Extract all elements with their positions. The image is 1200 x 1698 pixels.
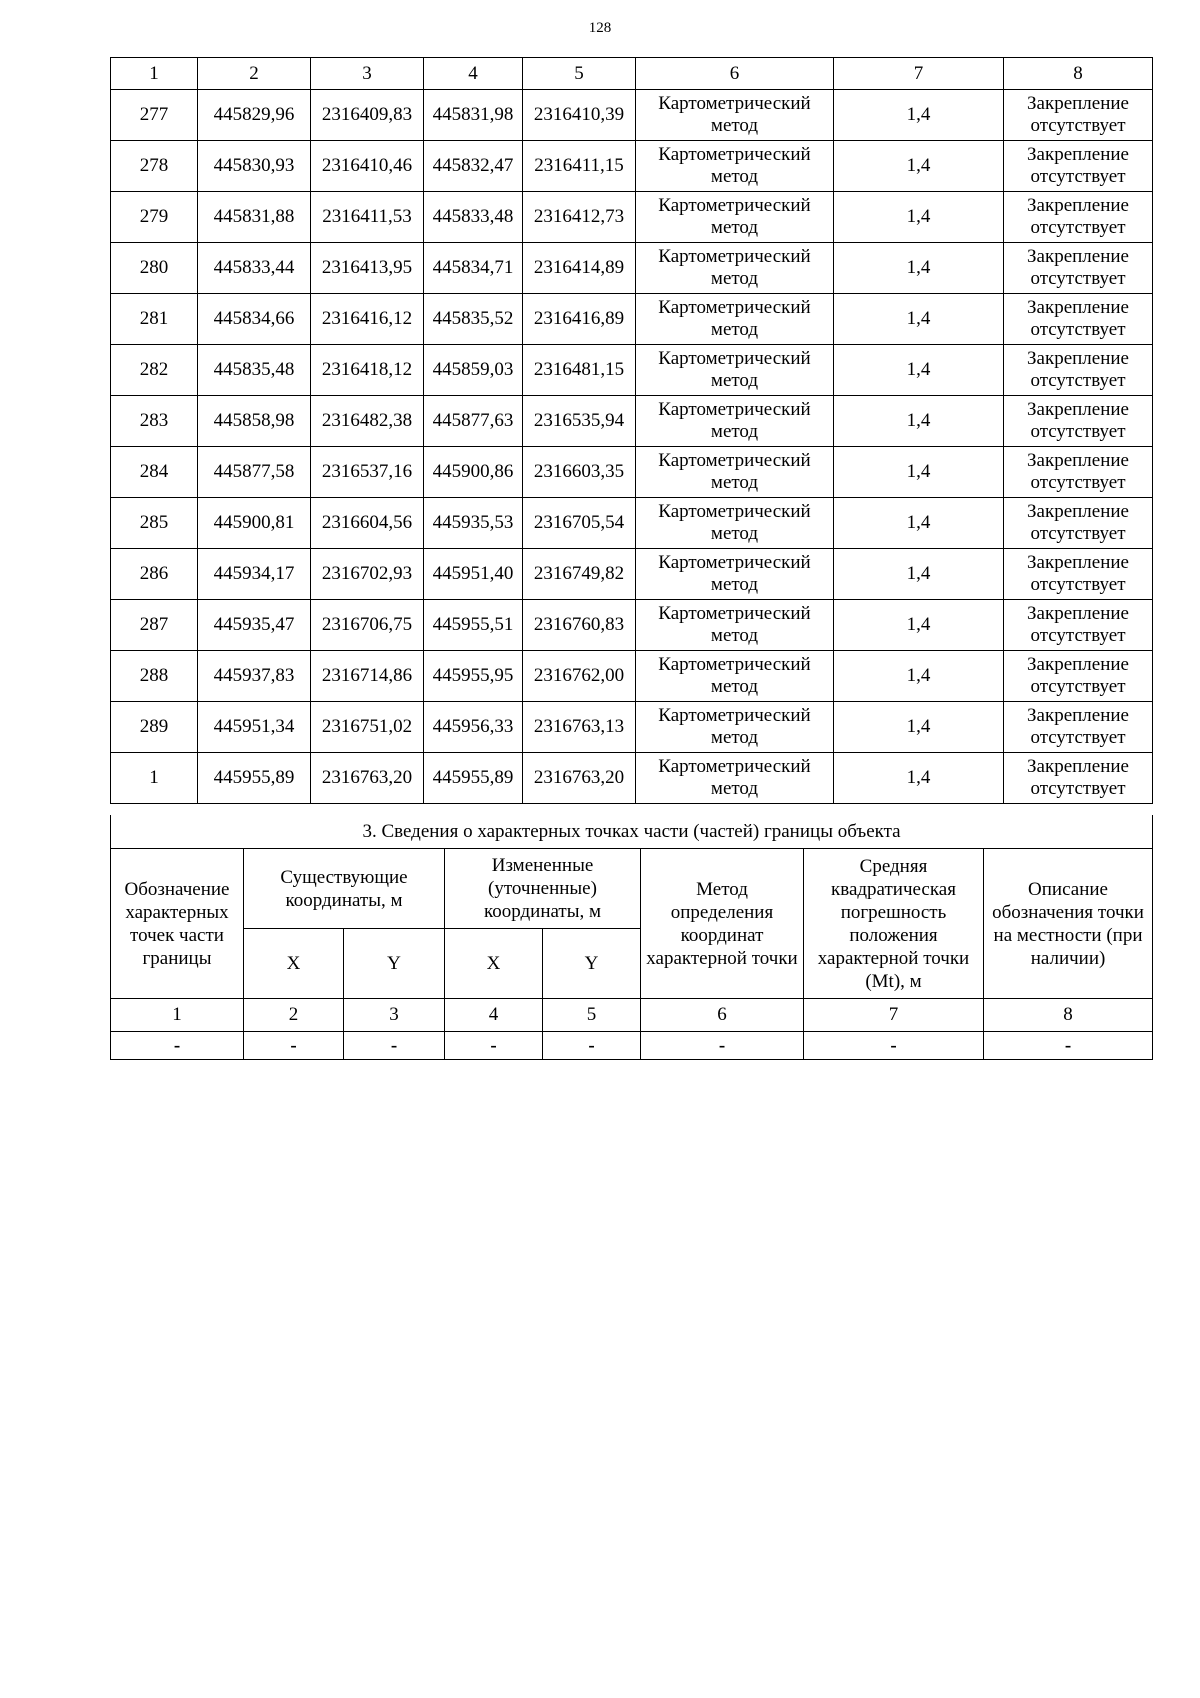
table-cell: 1 [111,753,198,804]
table-cell: Картометрический метод [636,396,834,447]
table-cell: 1,4 [834,447,1004,498]
table-cell: 1,4 [834,192,1004,243]
table-cell: 445833,44 [198,243,311,294]
table-cell: Картометрический метод [636,600,834,651]
table-cell: Закрепление отсутствует [1004,702,1153,753]
column-number-cell: 2 [244,999,344,1032]
table-cell: 2316481,15 [523,345,636,396]
table-cell: 2316763,13 [523,702,636,753]
table-row [111,498,1153,549]
header-changed-coordinates: Измененные (уточненные) координаты, м [445,849,641,929]
table-cell: Закрепление отсутствует [1004,90,1153,141]
table-cell: 1,4 [834,702,1004,753]
table-cell: Закрепление отсутствует [1004,396,1153,447]
page-number: 128 [588,20,612,36]
table-cell: 445834,66 [198,294,311,345]
table-cell: 278 [111,141,198,192]
table-row [111,651,1153,702]
header-changed-x: X [445,929,543,999]
table-cell: 2316751,02 [311,702,424,753]
table-cell: Картометрический метод [636,345,834,396]
table-cell: Закрепление отсутствует [1004,651,1153,702]
empty-cell: - [641,1032,804,1060]
table-cell: 1,4 [834,651,1004,702]
table-cell: Картометрический метод [636,192,834,243]
table-cell: 2316418,12 [311,345,424,396]
table-cell: 1,4 [834,396,1004,447]
table-cell: Картометрический метод [636,498,834,549]
empty-cell: - [244,1032,344,1060]
table-cell: 281 [111,294,198,345]
column-number-cell: 3 [344,999,445,1032]
table-cell: 2316410,46 [311,141,424,192]
table-cell: 2316410,39 [523,90,636,141]
table-cell: Картометрический метод [636,294,834,345]
column-number-cell: 4 [424,58,523,90]
table-cell: 2316762,00 [523,651,636,702]
table-cell: 282 [111,345,198,396]
table-cell: Картометрический метод [636,753,834,804]
table-cell: 2316604,56 [311,498,424,549]
header-method: Метод определения координат характерной точки [641,849,804,999]
table-cell: 279 [111,192,198,243]
table-cell: 445955,89 [424,753,523,804]
table-cell: 2316705,54 [523,498,636,549]
table-cell: 1,4 [834,549,1004,600]
table-row [111,243,1153,294]
column-number-cell: 2 [198,58,311,90]
table-cell: 2316413,95 [311,243,424,294]
table-cell: 445956,33 [424,702,523,753]
table-cell: Картометрический метод [636,549,834,600]
table-cell: 445877,63 [424,396,523,447]
table-cell: Закрепление отсутствует [1004,498,1153,549]
header-existing-x: X [244,929,344,999]
table-cell: Закрепление отсутствует [1004,600,1153,651]
table-cell: 445951,40 [424,549,523,600]
table-cell: 2316412,73 [523,192,636,243]
table-cell: 286 [111,549,198,600]
table-cell: 445955,95 [424,651,523,702]
table-cell: 1,4 [834,243,1004,294]
table-cell: 445859,03 [424,345,523,396]
table-cell: 445934,17 [198,549,311,600]
header-mean-error: Средняя квадратическая погрешность положения характерной точки (Mt), м [804,849,984,999]
table-cell: 277 [111,90,198,141]
table-cell: 1,4 [834,141,1004,192]
table-cell: 445835,48 [198,345,311,396]
table-cell: 2316760,83 [523,600,636,651]
column-number-cell: 5 [543,999,641,1032]
table-cell: 445935,47 [198,600,311,651]
table-cell: 284 [111,447,198,498]
empty-cell: - [984,1032,1153,1060]
column-number-cell: 1 [111,999,244,1032]
table-cell: Картометрический метод [636,651,834,702]
table-cell: Закрепление отсутствует [1004,192,1153,243]
table-row [111,600,1153,651]
column-number-cell: 3 [311,58,424,90]
empty-cell: - [344,1032,445,1060]
table-cell: Картометрический метод [636,141,834,192]
table-cell: Закрепление отсутствует [1004,549,1153,600]
header-changed-y: Y [543,929,641,999]
table-cell: 445955,51 [424,600,523,651]
table-cell: 2316414,89 [523,243,636,294]
table-cell: 1,4 [834,600,1004,651]
table-cell: 2316714,86 [311,651,424,702]
header-existing-y: Y [344,929,445,999]
table-cell: 283 [111,396,198,447]
column-number-cell: 8 [1004,58,1153,90]
table-row [111,141,1153,192]
table-cell: 1,4 [834,294,1004,345]
header-existing-coordinates: Существующие координаты, м [244,849,445,929]
table-cell: 2316535,94 [523,396,636,447]
table-cell: 2316409,83 [311,90,424,141]
table-cell: 1,4 [834,345,1004,396]
empty-cell: - [445,1032,543,1060]
table-cell: 445833,48 [424,192,523,243]
table-cell: 445900,81 [198,498,311,549]
table-cell: 445877,58 [198,447,311,498]
column-number-cell: 6 [641,999,804,1032]
table-cell: 2316411,15 [523,141,636,192]
empty-cell: - [543,1032,641,1060]
table-cell: 289 [111,702,198,753]
section3-title: 3. Сведения о характерных точках части (частей) границы объекта [111,815,1153,849]
table-cell: 445900,86 [424,447,523,498]
table-cell: 445834,71 [424,243,523,294]
table-cell: 1,4 [834,753,1004,804]
table-cell: Закрепление отсутствует [1004,447,1153,498]
table-cell: Закрепление отсутствует [1004,345,1153,396]
section3-column-number-row [111,999,1153,1032]
header-point-designation: Обозначение характерных точек части границы [111,849,244,999]
table-cell: Закрепление отсутствует [1004,243,1153,294]
table-cell: Картометрический метод [636,90,834,141]
table-cell: Закрепление отсутствует [1004,753,1153,804]
table-cell: 2316749,82 [523,549,636,600]
column-number-cell: 7 [804,999,984,1032]
table-row [111,753,1153,804]
section3-table [110,815,1153,1060]
table-cell: 2316537,16 [311,447,424,498]
table-cell: 280 [111,243,198,294]
table-row [111,396,1153,447]
table-cell: 445858,98 [198,396,311,447]
table-row [111,192,1153,243]
table-cell: 445937,83 [198,651,311,702]
table-row [111,447,1153,498]
table-cell: Картометрический метод [636,447,834,498]
table-cell: 2316482,38 [311,396,424,447]
table-cell: 1,4 [834,90,1004,141]
column-number-cell: 1 [111,58,198,90]
column-number-cell: 5 [523,58,636,90]
table-cell: 1,4 [834,498,1004,549]
table-cell: 445955,89 [198,753,311,804]
table-cell: 2316416,12 [311,294,424,345]
table-cell: 287 [111,600,198,651]
table-cell: 445951,34 [198,702,311,753]
table-row [111,702,1153,753]
empty-cell: - [111,1032,244,1060]
table-cell: Закрепление отсутствует [1004,141,1153,192]
column-number-row [111,58,1153,90]
table-cell: 2316416,89 [523,294,636,345]
table-cell: 445830,93 [198,141,311,192]
table-cell: 2316763,20 [523,753,636,804]
table-row [111,549,1153,600]
coordinates-table [110,57,1153,804]
table-cell: 445831,98 [424,90,523,141]
table-row [111,294,1153,345]
table-cell: 445935,53 [424,498,523,549]
table-row [111,345,1153,396]
column-number-cell: 6 [636,58,834,90]
table-cell: 2316411,53 [311,192,424,243]
column-number-cell: 4 [445,999,543,1032]
column-number-cell: 8 [984,999,1153,1032]
table-cell: 2316702,93 [311,549,424,600]
table-row [111,90,1153,141]
table-cell: 285 [111,498,198,549]
table-cell: 2316763,20 [311,753,424,804]
table-cell: 2316706,75 [311,600,424,651]
table-cell: 288 [111,651,198,702]
table-cell: Картометрический метод [636,702,834,753]
header-description: Описание обозначения точки на местности (при наличии) [984,849,1153,999]
table-cell: Закрепление отсутствует [1004,294,1153,345]
table-cell: 445829,96 [198,90,311,141]
table-cell: 445835,52 [424,294,523,345]
section3-empty-row [111,1032,1153,1060]
column-number-cell: 7 [834,58,1004,90]
table-cell: Картометрический метод [636,243,834,294]
empty-cell: - [804,1032,984,1060]
table-cell: 2316603,35 [523,447,636,498]
table-cell: 445832,47 [424,141,523,192]
table-cell: 445831,88 [198,192,311,243]
